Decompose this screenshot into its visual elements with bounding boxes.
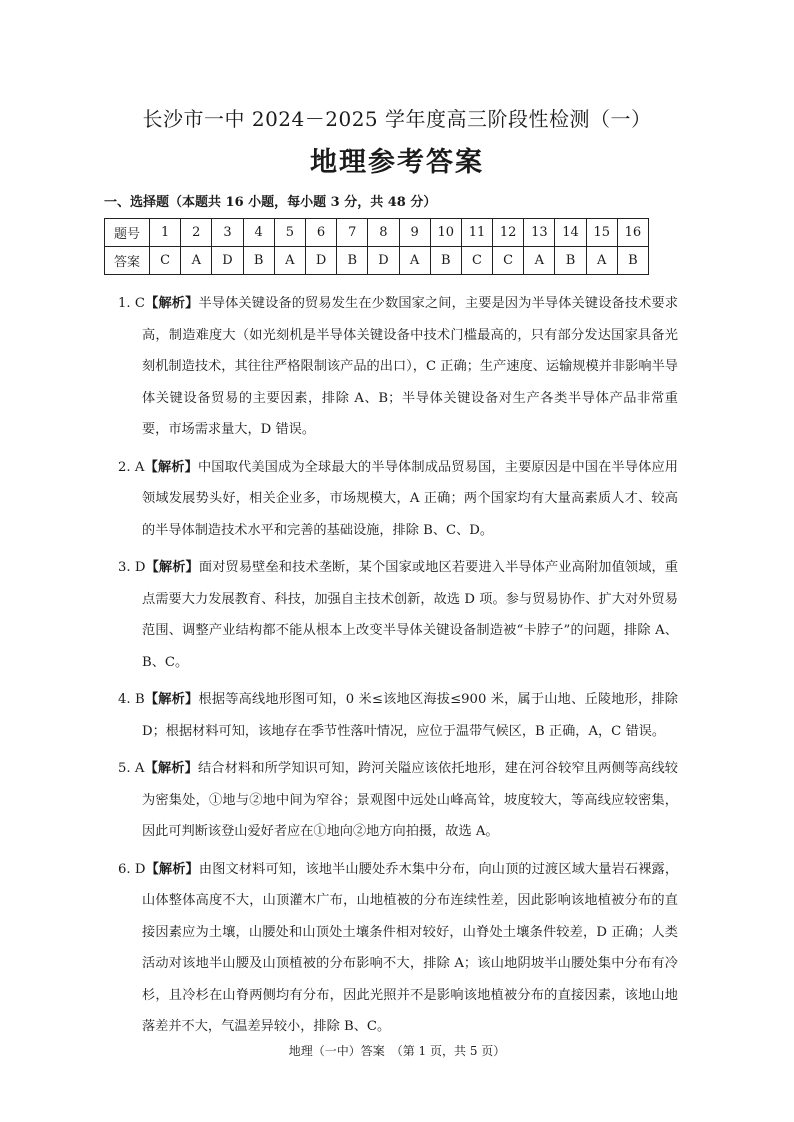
section-heading: 一、选择题（本题共 16 小题，每小题 3 分，共 48 分） — [104, 195, 437, 210]
answer-cell: B — [243, 247, 274, 275]
answer-cell: B — [337, 247, 368, 275]
explanation-text: 面对贸易壁垒和技术垄断，某个国家或地区若要进入半导体产业高附加值领域，重点需要大力发展教育、科技，加强自主技术创新，故选 D 项。参与贸易协作、扩大对外贸易范围、调整产业结构都不能从根本上改变半导体关键设备制造被“卡脖子”的问题，排除 A、B、C。 — [142, 560, 679, 670]
explanation-text: 由图文材料可知，该地半山腰处乔木集中分布，向山顶的过渡区域大量岩石裸露，山体整体高度不大，山顶灌木广布，山地植被的分布连续性差，因此影响该地植被分布的直接因素应为土壤，山腰处和山顶处土壤条件相对较好，山脊处土壤条件较差，D 正确；人类活动对该地半山腰及山顶植被的分布影响不大，排除 A；该山地阴坡半山腰处集中分布有冷杉，且冷杉在山脊两侧均有分布，因此光照并不是影响该地植被分布的直接因素，该地山地落差并不大，气温差异较小，排除 B、C。 — [142, 861, 679, 1034]
question-number: 11 — [461, 219, 492, 247]
page-subtitle: 地理参考答案 — [310, 147, 484, 178]
question-number: 16 — [617, 219, 648, 247]
question-number: 2 — [181, 219, 212, 247]
answer-cell: A — [399, 247, 430, 275]
answer-cell: C — [150, 247, 181, 275]
question-number: 10 — [430, 219, 461, 247]
answer-cell: A — [274, 247, 305, 275]
question-answer: 4. B — [118, 692, 145, 707]
explanation-list — [118, 288, 678, 1049]
explanation-text: 中国取代美国成为全球最大的半导体制成品贸易国，主要原因是中国在半导体应用领域发展势头好，相关企业多，市场规模大，A 正确；两个国家均有大量高素质人才、较高的半导体制造技术水平和完善的基础设施，排除 B、C、D。 — [142, 459, 678, 538]
answer-cell: C — [461, 247, 492, 275]
page-title: 长沙市一中 2024－2025 学年度高三阶段性检测（一） — [142, 107, 652, 131]
explanation-text: 结合材料和所学知识可知，跨河关隘应该依托地形，建在河谷较窄且两侧等高线较为密集处，①地与②地中间为窄谷；景观图中远处山峰高耸，坡度较大，等高线应较密集，因此可判断该登山爱好者应在①地向②地方向拍摄，故选 A。 — [142, 761, 678, 839]
answer-cell: C — [493, 247, 524, 275]
row-label-number: 题号 — [105, 219, 150, 247]
question-number: 9 — [399, 219, 430, 247]
question-answer: 5. A — [118, 761, 145, 776]
explanation-item — [118, 552, 678, 678]
explanation-item — [118, 684, 678, 747]
analysis-tag: 【解析】 — [145, 296, 199, 311]
question-answer: 3. D — [118, 560, 146, 575]
explanation-item — [118, 753, 678, 848]
page-footer: 地理（一中）答案 （第 1 页，共 5 页） — [288, 1044, 506, 1058]
answer-table — [104, 218, 649, 275]
answer-cell: D — [305, 247, 336, 275]
question-number-row — [105, 219, 649, 247]
explanation-item — [118, 288, 678, 446]
analysis-tag: 【解析】 — [144, 761, 198, 776]
answer-cell: B — [430, 247, 461, 275]
answer-cell: D — [212, 247, 243, 275]
explanation-item — [118, 854, 678, 1043]
answer-cell: B — [555, 247, 586, 275]
question-number: 5 — [274, 219, 305, 247]
analysis-tag: 【解析】 — [144, 692, 199, 707]
question-answer: 2. A — [118, 459, 145, 475]
answer-cell: B — [617, 247, 648, 275]
answer-cell: A — [181, 247, 212, 275]
answer-cell: A — [586, 247, 617, 275]
question-answer: 6. D — [118, 861, 146, 877]
question-number: 8 — [368, 219, 399, 247]
analysis-tag: 【解析】 — [145, 861, 199, 877]
question-answer: 1. C — [118, 296, 146, 311]
question-number: 12 — [493, 219, 524, 247]
question-number: 1 — [150, 219, 181, 247]
row-label-answer: 答案 — [105, 247, 150, 275]
question-number: 14 — [555, 219, 586, 247]
question-number: 6 — [305, 219, 336, 247]
question-number: 13 — [524, 219, 555, 247]
explanation-text: 半导体关键设备的贸易发生在少数国家之间，主要是因为半导体关键设备技术要求高，制造难度大（如光刻机是半导体关键设备中技术门槛最高的，只有部分发达国家具备光刻机制造技术，其往往严格限制该产品的出口），C 正确；生产速度、运输规模并非影响半导体关键设备贸易的主要因素，排除 A、B；半导体关键设备对生产各类半导体产品非常重要，市场需求量大，D 错误。 — [142, 296, 679, 437]
analysis-tag: 【解析】 — [145, 560, 199, 575]
question-number: 4 — [243, 219, 274, 247]
explanation-text: 根据等高线地形图可知，0 米≤该地区海拔≤900 米，属于山地、丘陵地形，排除 D；根据材料可知，该地存在季节性落叶情况，应位于温带气候区，B 正确，A，C 错误。 — [142, 692, 678, 739]
answer-cell: D — [368, 247, 399, 275]
answer-cell: A — [524, 247, 555, 275]
answer-row — [105, 247, 649, 275]
question-number: 7 — [337, 219, 368, 247]
question-number: 15 — [586, 219, 617, 247]
explanation-item — [118, 452, 678, 547]
question-number: 3 — [212, 219, 243, 247]
analysis-tag: 【解析】 — [144, 459, 198, 475]
